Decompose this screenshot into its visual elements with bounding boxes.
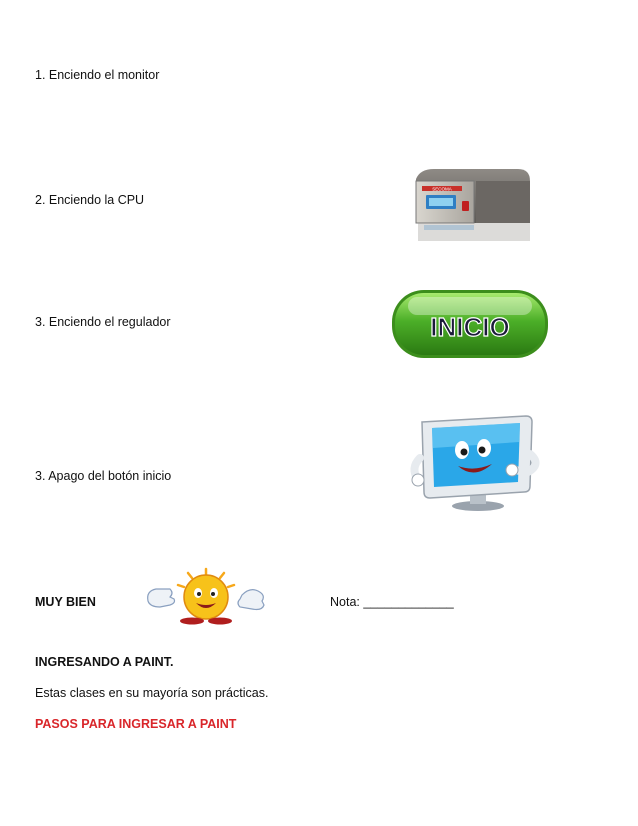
voltage-regulator-image	[410, 165, 535, 241]
inicio-button-label: INICIO	[430, 312, 510, 342]
steps-heading: PASOS PARA INGRESAR A PAINT	[35, 717, 237, 731]
section-title: INGRESANDO A PAINT.	[35, 655, 174, 669]
cartoon-monitor-image	[404, 410, 544, 520]
section-body: Estas clases en su mayoría son prácticas.	[35, 686, 269, 700]
cartoon-sun-image	[144, 567, 268, 625]
regulator-brand: SECOMA	[432, 186, 452, 192]
inicio-button-image	[390, 288, 550, 360]
step-2-text: 2. Enciendo la CPU	[35, 193, 145, 207]
step-1-text: 1. Enciendo el monitor	[35, 68, 160, 82]
step-4-text: 3. Apago del botón inicio	[35, 469, 172, 483]
step-3-text: 3. Enciendo el regulador	[35, 315, 171, 329]
grade-label: Nota: _____________	[330, 595, 454, 609]
praise-label: MUY BIEN	[35, 595, 96, 609]
